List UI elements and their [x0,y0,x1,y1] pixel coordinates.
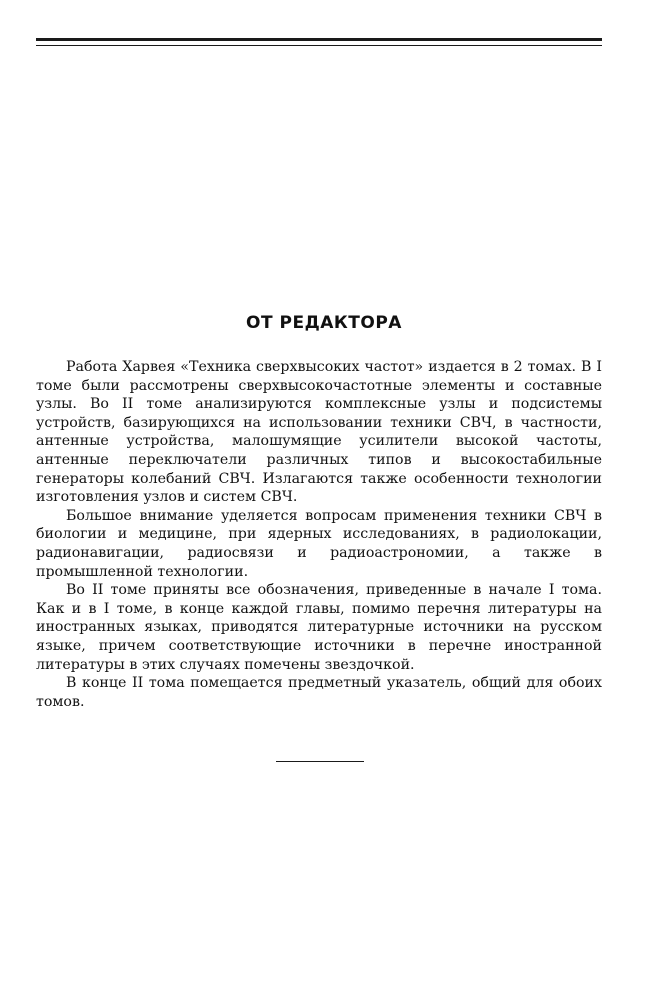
top-rule-thin [36,45,602,46]
bottom-rule [276,761,364,762]
body-text [36,358,602,711]
paragraph-2: Большое внимание уделяется вопросам применения техники СВЧ в биологии и медицине, при ядерных исследованиях, в радиолокации, радионавигации, радиосвязи и радиоастрономии, а также в промышленной технологии. [36,507,602,580]
paragraph-1: Работа Харвея «Техника сверхвысоких частот» издается в 2 томах. В I томе были рассмотрены сверхвысокочастотные элементы и составные узлы. Во II томе анализируются комплексные узлы и подсистемы устройств, базирующихся на использовании техники СВЧ, в частности, антенные устройства, малошумящие усилители высокой частоты, антенные переключатели различных типов и высокостабильные генераторы колебаний СВЧ. Излагаются также особенности технологии изготовления узлов и систем СВЧ. [36,359,602,506]
paragraph-4: В конце II тома помещается предметный указатель, общий для обоих томов. [36,675,602,710]
paragraph-3: Во II томе приняты все обозначения, приведенные в начале I тома. Как и в I томе, в конце каждой главы, помимо перечня литературы на иностранных языках, приводятся литературные источники на русском языке, причем соответствующие источники в перечне иностранной литературы в этих случаях помечены звездочкой. [36,582,602,673]
page-title: ОТ РЕДАКТОРА [246,313,402,333]
top-rule [36,38,602,41]
